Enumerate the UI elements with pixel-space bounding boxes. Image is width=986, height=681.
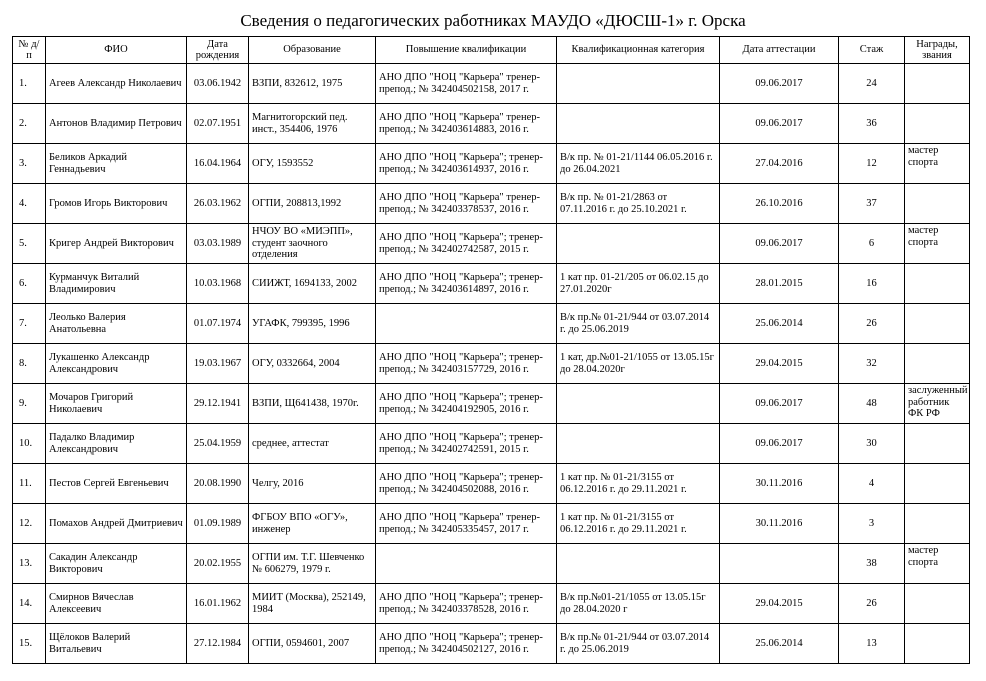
cell-qualification-upgrade: АНО ДПО "НОЦ "Карьера" тренер-препод.; № 342405335457, 2017 г. [376, 504, 557, 544]
cell-attestation-date: 09.06.2017 [720, 224, 839, 264]
cell-awards [905, 184, 970, 224]
table-row [13, 464, 970, 504]
cell-awards [905, 104, 970, 144]
cell-qualification-upgrade: АНО ДПО "НОЦ "Карьера" тренер-препод.; № 342403614883, 2016 г. [376, 104, 557, 144]
cell-experience: 24 [839, 64, 905, 104]
header-row [13, 37, 970, 64]
cell-birth: 27.12.1984 [187, 624, 249, 664]
table-row [13, 584, 970, 624]
cell-experience: 38 [839, 544, 905, 584]
cell-awards [905, 424, 970, 464]
table-row [13, 144, 970, 184]
cell-qualification-category: 1 кат, др.№01-21/1055 от 13.05.15г до 28.04.2020г [557, 344, 720, 384]
cell-qualification-category: В/к пр. № 01-21/1144 06.05.2016 г. до 26.04.2021 [557, 144, 720, 184]
column-header-qualification-upgrade: Повышение квалификации [376, 37, 557, 64]
cell-awards: мастер спорта [905, 224, 970, 264]
cell-num: 11. [13, 464, 46, 504]
cell-education: ФГБОУ ВПО «ОГУ», инженер [249, 504, 376, 544]
cell-qualification-category: 1 кат пр. № 01-21/3155 от 06.12.2016 г. до 29.11.2021 г. [557, 464, 720, 504]
table-row [13, 304, 970, 344]
table-row [13, 264, 970, 304]
cell-attestation-date: 26.10.2016 [720, 184, 839, 224]
cell-awards [905, 464, 970, 504]
cell-num: 6. [13, 264, 46, 304]
cell-num: 15. [13, 624, 46, 664]
cell-qualification-upgrade: АНО ДПО "НОЦ "Карьера"; тренер-препод.; № 342402742587, 2015 г. [376, 224, 557, 264]
column-header-num: № д/п [13, 37, 46, 64]
cell-qualification-upgrade [376, 544, 557, 584]
cell-fio: Громов Игорь Викторович [46, 184, 187, 224]
column-header-fio: ФИО [46, 37, 187, 64]
cell-education: ОГПИ им. Т.Г. Шевченко № 606279, 1979 г. [249, 544, 376, 584]
cell-attestation-date: 09.06.2017 [720, 104, 839, 144]
cell-attestation-date: 27.04.2016 [720, 144, 839, 184]
table-body [13, 64, 970, 664]
cell-birth: 16.01.1962 [187, 584, 249, 624]
cell-qualification-upgrade [376, 304, 557, 344]
cell-num: 5. [13, 224, 46, 264]
cell-qualification-upgrade: АНО ДПО "НОЦ "Карьера"; тренер-препод.; № 342403378528, 2016 г. [376, 584, 557, 624]
cell-education: МИИТ (Москва), 252149, 1984 [249, 584, 376, 624]
cell-fio: Агеев Александр Николаевич [46, 64, 187, 104]
cell-fio: Падалко Владимир Александрович [46, 424, 187, 464]
cell-qualification-upgrade: АНО ДПО "НОЦ "Карьера"; тренер-препод.; № 342402742591, 2015 г. [376, 424, 557, 464]
cell-qualification-category [557, 64, 720, 104]
column-header-education: Образование [249, 37, 376, 64]
cell-qualification-category: 1 кат пр. № 01-21/3155 от 06.12.2016 г. до 29.11.2021 г. [557, 504, 720, 544]
table-row [13, 184, 970, 224]
cell-fio: Щёлоков Валерий Витальевич [46, 624, 187, 664]
cell-education: УГАФК, 799395, 1996 [249, 304, 376, 344]
cell-education: ОГПИ, 0594601, 2007 [249, 624, 376, 664]
cell-attestation-date: 09.06.2017 [720, 64, 839, 104]
cell-birth: 01.09.1989 [187, 504, 249, 544]
cell-attestation-date: 09.06.2017 [720, 424, 839, 464]
table-row [13, 104, 970, 144]
column-header-qualification-category: Квалификационная категория [557, 37, 720, 64]
cell-qualification-upgrade: АНО ДПО "НОЦ "Карьера"; тренер-препод.; № 342404192905, 2016 г. [376, 384, 557, 424]
cell-num: 13. [13, 544, 46, 584]
cell-qualification-upgrade: АНО ДПО "НОЦ "Карьера" тренер-препод.; № 342403378537, 2016 г. [376, 184, 557, 224]
cell-qualification-category: В/к пр.№01-21/1055 от 13.05.15г до 28.04.2020 г [557, 584, 720, 624]
cell-experience: 12 [839, 144, 905, 184]
cell-experience: 3 [839, 504, 905, 544]
cell-qualification-category: В/к пр. № 01-21/2863 от 07.11.2016 г. до 25.10.2021 г. [557, 184, 720, 224]
cell-experience: 30 [839, 424, 905, 464]
cell-experience: 4 [839, 464, 905, 504]
cell-num: 7. [13, 304, 46, 344]
cell-birth: 26.03.1962 [187, 184, 249, 224]
cell-experience: 37 [839, 184, 905, 224]
cell-experience: 26 [839, 304, 905, 344]
cell-num: 3. [13, 144, 46, 184]
cell-qualification-category [557, 224, 720, 264]
cell-attestation-date [720, 544, 839, 584]
cell-fio: Лукашенко Александр Александрович [46, 344, 187, 384]
column-header-awards: Награды, звания [905, 37, 970, 64]
cell-qualification-category [557, 544, 720, 584]
cell-qualification-category: В/к пр.№ 01-21/944 от 03.07.2014 г. до 25.06.2019 [557, 304, 720, 344]
table-header [13, 37, 970, 64]
cell-num: 9. [13, 384, 46, 424]
table-row [13, 224, 970, 264]
cell-attestation-date: 09.06.2017 [720, 384, 839, 424]
cell-awards [905, 344, 970, 384]
cell-birth: 19.03.1967 [187, 344, 249, 384]
staff-table [12, 36, 970, 664]
cell-qualification-category: В/к пр.№ 01-21/944 от 03.07.2014 г. до 25.06.2019 [557, 624, 720, 664]
table-row [13, 504, 970, 544]
cell-awards [905, 504, 970, 544]
cell-experience: 36 [839, 104, 905, 144]
cell-qualification-upgrade: АНО ДПО "НОЦ "Карьера"; тренер-препод.; № 342404502088, 2016 г. [376, 464, 557, 504]
cell-attestation-date: 29.04.2015 [720, 584, 839, 624]
cell-fio: Сакадин Александр Викторович [46, 544, 187, 584]
cell-education: Магнитогорский пед. инст., 354406, 1976 [249, 104, 376, 144]
cell-awards [905, 304, 970, 344]
cell-qualification-category [557, 424, 720, 464]
cell-fio: Беликов Аркадий Геннадьевич [46, 144, 187, 184]
cell-education: СИИЖТ, 1694133, 2002 [249, 264, 376, 304]
cell-education: ВЗПИ, 832612, 1975 [249, 64, 376, 104]
cell-attestation-date: 29.04.2015 [720, 344, 839, 384]
cell-num: 2. [13, 104, 46, 144]
cell-num: 12. [13, 504, 46, 544]
column-header-birth: Дата рождения [187, 37, 249, 64]
cell-num: 8. [13, 344, 46, 384]
cell-qualification-upgrade: АНО ДПО "НОЦ "Карьера"; тренер-препод.; № 342403614897, 2016 г. [376, 264, 557, 304]
cell-qualification-upgrade: АНО ДПО "НОЦ "Карьера"; тренер-препод.; № 342403614937, 2016 г. [376, 144, 557, 184]
cell-qualification-category [557, 104, 720, 144]
cell-education: ВЗПИ, Щ641438, 1970г. [249, 384, 376, 424]
cell-attestation-date: 30.11.2016 [720, 464, 839, 504]
cell-awards [905, 64, 970, 104]
cell-fio: Смирнов Вячеслав Алексеевич [46, 584, 187, 624]
cell-experience: 32 [839, 344, 905, 384]
cell-birth: 02.07.1951 [187, 104, 249, 144]
cell-qualification-upgrade: АНО ДПО "НОЦ "Карьера"; тренер-препод.; № 342404502127, 2016 г. [376, 624, 557, 664]
cell-attestation-date: 30.11.2016 [720, 504, 839, 544]
cell-education: ОГУ, 0332664, 2004 [249, 344, 376, 384]
cell-awards: мастер спорта [905, 544, 970, 584]
cell-qualification-category: 1 кат пр. 01-21/205 от 06.02.15 до 27.01.2020г [557, 264, 720, 304]
cell-experience: 13 [839, 624, 905, 664]
cell-qualification-category [557, 384, 720, 424]
cell-awards [905, 264, 970, 304]
cell-awards: мастер спорта [905, 144, 970, 184]
table-row [13, 384, 970, 424]
cell-attestation-date: 28.01.2015 [720, 264, 839, 304]
cell-education: ОГПИ, 208813,1992 [249, 184, 376, 224]
cell-fio: Леолько Валерия Анатольевна [46, 304, 187, 344]
table-row [13, 544, 970, 584]
cell-attestation-date: 25.06.2014 [720, 624, 839, 664]
column-header-experience: Стаж [839, 37, 905, 64]
table-row [13, 344, 970, 384]
cell-fio: Антонов Владимир Петрович [46, 104, 187, 144]
cell-education: среднее, аттестат [249, 424, 376, 464]
cell-birth: 10.03.1968 [187, 264, 249, 304]
cell-birth: 03.06.1942 [187, 64, 249, 104]
column-header-attestation-date: Дата аттестации [720, 37, 839, 64]
cell-birth: 16.04.1964 [187, 144, 249, 184]
cell-num: 1. [13, 64, 46, 104]
cell-birth: 20.02.1955 [187, 544, 249, 584]
cell-attestation-date: 25.06.2014 [720, 304, 839, 344]
cell-experience: 26 [839, 584, 905, 624]
cell-num: 14. [13, 584, 46, 624]
cell-birth: 03.03.1989 [187, 224, 249, 264]
cell-birth: 25.04.1959 [187, 424, 249, 464]
cell-experience: 48 [839, 384, 905, 424]
cell-fio: Пестов Сергей Евгеньевич [46, 464, 187, 504]
table-row [13, 624, 970, 664]
cell-education: Челгу, 2016 [249, 464, 376, 504]
cell-awards [905, 624, 970, 664]
cell-education: НЧОУ ВО «МИЭПП», студент заочного отделения [249, 224, 376, 264]
cell-num: 4. [13, 184, 46, 224]
cell-fio: Помахов Андрей Дмитриевич [46, 504, 187, 544]
cell-num: 10. [13, 424, 46, 464]
cell-qualification-upgrade: АНО ДПО "НОЦ "Карьера"; тренер-препод.; № 342403157729, 2016 г. [376, 344, 557, 384]
cell-fio: Мочаров Григорий Николаевич [46, 384, 187, 424]
cell-awards: заслуженный работник ФК РФ [905, 384, 970, 424]
cell-qualification-upgrade: АНО ДПО "НОЦ "Карьера" тренер-препод.; № 342404502158, 2017 г. [376, 64, 557, 104]
cell-birth: 29.12.1941 [187, 384, 249, 424]
document-title: Сведения о педагогических работниках МАУДО «ДЮСШ-1» г. Орска [240, 11, 746, 30]
table-row [13, 424, 970, 464]
cell-fio: Курманчук Виталий Владимирович [46, 264, 187, 304]
cell-education: ОГУ, 1593552 [249, 144, 376, 184]
cell-fio: Кригер Андрей Викторович [46, 224, 187, 264]
cell-birth: 01.07.1974 [187, 304, 249, 344]
cell-awards [905, 584, 970, 624]
table-row [13, 64, 970, 104]
cell-experience: 6 [839, 224, 905, 264]
cell-experience: 16 [839, 264, 905, 304]
cell-birth: 20.08.1990 [187, 464, 249, 504]
